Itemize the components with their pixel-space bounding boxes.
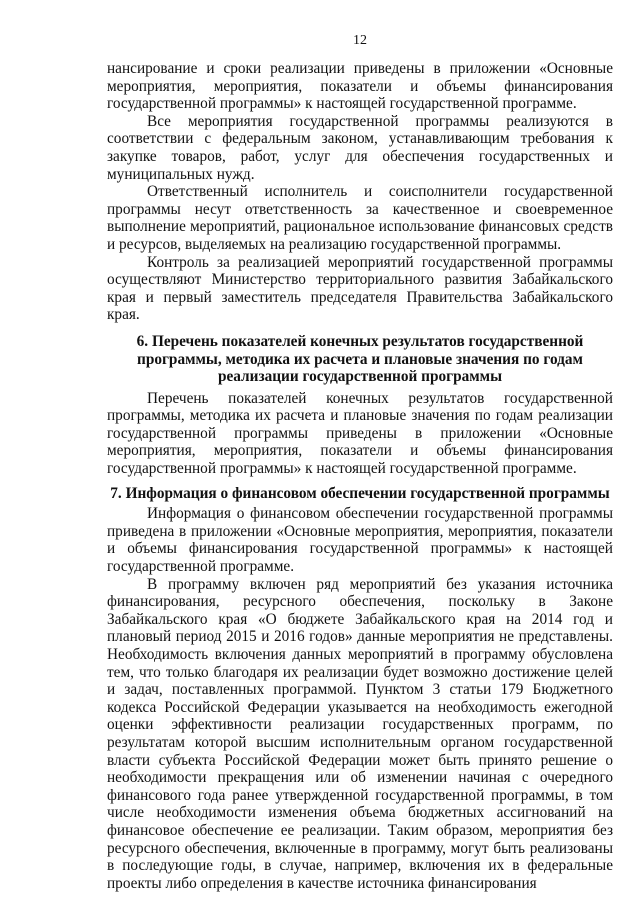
- document-page: [107, 0, 613, 905]
- paragraph-financing-continuation: нансирование и сроки реализации приведены в приложении «Основные мероприятия, мероприятия, показатели и объемы финансирования государственной программы» к настоящей государственной программе.: [107, 60, 613, 113]
- page-number: 12: [353, 33, 367, 48]
- paragraph-financial-info: Информация о финансовом обеспечении государственной программы приведена в приложении «Основные мероприятия, мероприятия, показатели и объемы финансирования государственной программы» к настоящей государственной программе.: [107, 505, 613, 576]
- paragraph-unfunded-measures: В программу включен ряд мероприятий без указания источника финансирования, ресурсного обеспечения, поскольку в Законе Забайкальского края «О бюджете Забайкальского края на 2014 год и плановый период 2015 и 2016 годов» данные мероприятия не представлены. Необходимость включения данных мероприятий в программу обусловлена тем, что только благодаря их реализации будет возможно достижение целей и задач, поставленных программой. Пунктом 3 статьи 179 Бюджетного кодекса Российской Федерации указывается на необходимость ежегодной оценки эффективности реализации государственных программ, по результатам которой высшим исполнительным органом государственной власти субъекта Российской Федерации может быть принято решение о необходимости прекращения или об изменении начиная с очередного финансового года ранее утвержденной государственной программы, в том числе необходимости изменения объема бюджетных ассигнований на финансовое обеспечение ее реализации. Таким образом, мероприятия без ресурсного обеспечения, включенные в программу, могут быть реализованы в последующие годы, в случае, например, включения их в федеральные проекты либо определения в качестве источника финансирования: [107, 575, 613, 892]
- paragraph-responsibility: Ответственный исполнитель и соисполнители государственной программы несут ответственность за качественное и своевременное выполнение мероприятий, рациональное использование финансовых средств и ресурсов, выделяемых на реализацию государственной программы.: [107, 183, 613, 253]
- paragraph-control: Контроль за реализацией мероприятий государственной программы осуществляют Министерство территориального развития Забайкальского края и первый заместитель председателя Правительства Забайкальского края.: [107, 253, 613, 324]
- section-heading-7: 7. Информация о финансовом обеспечении государственной программы: [110, 484, 610, 502]
- document-body: [107, 60, 613, 892]
- paragraph-procurement: Все мероприятия государственной программы реализуются в соответствии с федеральным законом, устанавливающим требования к закупке товаров, работ, услуг для обеспечения государственных и муниципальных нужд.: [107, 112, 613, 183]
- paragraph-clip: [107, 576, 613, 893]
- section-heading-6: 6. Перечень показателей конечных результатов государственной программы, методика их расчета и плановые значения по годам реализации государственной программы: [136, 332, 584, 386]
- paragraph-indicators: Перечень показателей конечных результатов государственной программы, методика их расчета и плановые значения по годам реализации государственной программы приведены в приложении «Основные мероприятия, мероприятия, показатели и объемы финансирования государственной программы» к настоящей государственной программе.: [107, 389, 613, 478]
